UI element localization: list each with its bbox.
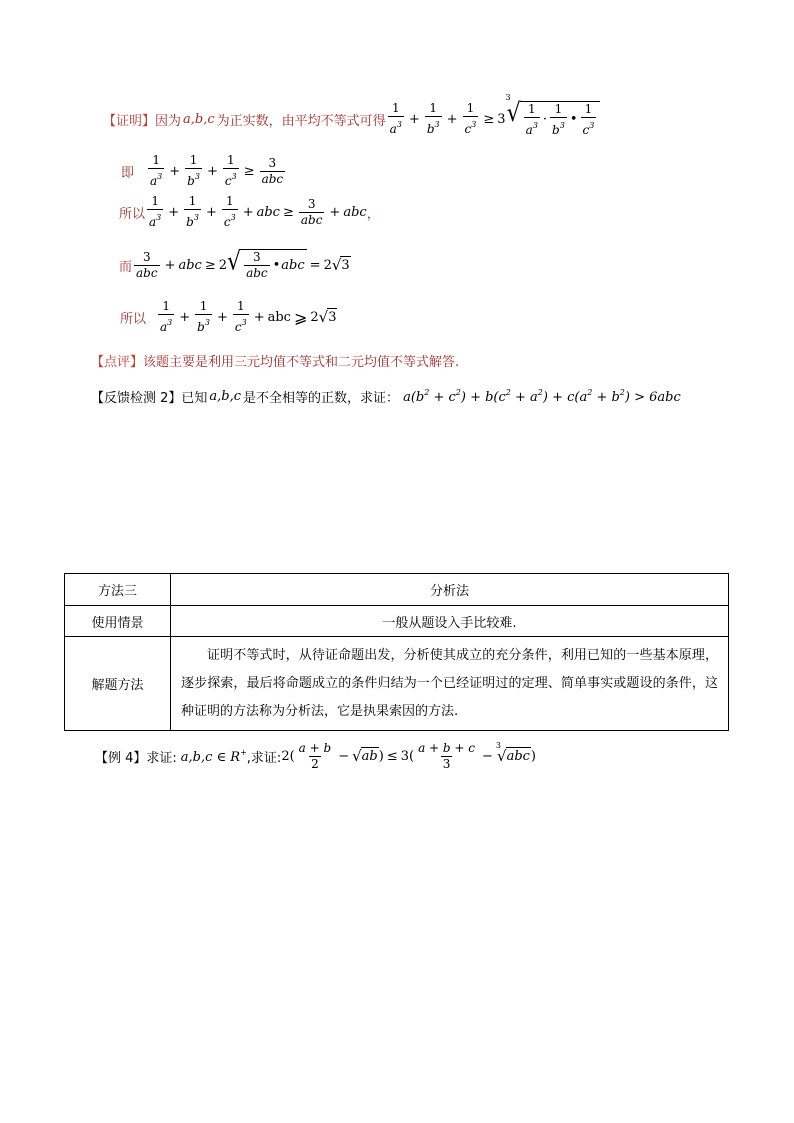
formula-frac: $\frac{1}{a^3}$: [389, 101, 402, 136]
feedback-line: [91, 386, 681, 406]
feedback-vars: a,b,c: [209, 388, 242, 404]
table-header-cell: 方法三: [65, 574, 171, 606]
comment-line: [91, 350, 459, 370]
table-content-cell: 一般从题设入手比较难.: [171, 606, 729, 637]
table-row: [65, 637, 729, 731]
example4-line: 【例 4】 求证: a,b,c ∈ R+ ,求证: 2( $\frac{a + b}{2}$ − √ ab ) ≤ 3( $\frac{a + b + c}{3}$ − 3 √ abc ): [95, 740, 536, 771]
proof-intro2: 为正实数，由平均不等式可得: [216, 113, 386, 129]
proof-line-3: 所以 $\frac{1}{a^3}$ + $\frac{1}{b^3}$ + $\frac{1}{c^3}$ + abc ≥ $\frac{3}{\text{abc}}$ + abc ，: [119, 194, 380, 229]
proof-line-2: 即 $\frac{1}{a^3}$ + $\frac{1}{b^3}$ + $\frac{1}{c^3}$ ≥ $\frac{3}{\text{abc}}$: [121, 153, 284, 188]
formula-frac: $\frac{1}{b^3}$: [426, 101, 440, 136]
proof-line-5: 所以 $\frac{1}{a^3}$ + $\frac{1}{b^3}$ + $\frac{1}{c^3}$ + abc ⩾ 2 √ 3: [120, 299, 337, 334]
proof-intro: 因为: [155, 113, 182, 129]
feedback-formula: $a(b^2 + c^2) + b(c^2 + a^2) + c(a^2 + b^2) > 6abc$: [403, 387, 681, 405]
proof-vars: a,b,c: [183, 111, 215, 127]
cube-root: 3 √ $\frac{1}{a^3}$ · $\frac{1}{b^3}$ • $\frac{1}{c^3}$: [506, 101, 601, 138]
feedback-text1: 已知: [181, 390, 208, 406]
square-root: √ $\frac{3}{\text{abc}}$ • abc: [227, 247, 305, 280]
table-header-cell: 解题方法: [65, 637, 171, 731]
example4-text: 求证:: [146, 750, 177, 766]
table-content-cell: 分析法: [171, 574, 729, 606]
step2-prefix: 所以: [119, 206, 146, 222]
step3-prefix: 而: [119, 259, 133, 275]
table-row: [65, 574, 729, 606]
feedback-text2: 是不全相等的正数，求证：: [243, 390, 400, 406]
step1-prefix: 即: [121, 165, 135, 181]
comment-label: 【点评】: [91, 354, 144, 370]
step4-prefix: 所以: [120, 311, 147, 327]
formula-frac: $\frac{1}{c^3}$: [464, 101, 477, 136]
example4-label: 【例 4】: [95, 750, 147, 766]
method-description: 证明不等式时，从待证命题出发，分析使其成立的充分条件，利用已知的一些基本原理，逐步探索，最后将命题成立的条件归结为一个已经证明过的定理、简单事实或题设的条件，这种证明的方法称为分析法，它是执果索因的方法.: [181, 647, 718, 719]
example4-text2: ,求证:: [246, 750, 282, 766]
proof-line-4: 而 $\frac{3}{\text{abc}}$ + abc ≥ 2 √ $\frac{3}{\text{abc}}$ • abc = 2 √ 3: [119, 247, 350, 280]
table-row: [65, 606, 729, 637]
method-table: [64, 573, 729, 731]
feedback-label: 【反馈检测 2】: [91, 390, 182, 406]
comment-text: 该题主要是利用三元均值不等式和二元均值不等式解答.: [143, 354, 460, 370]
table-content-cell: [171, 637, 729, 731]
proof-line-1: 【证明】 因为 a,b,c 为正实数，由平均不等式可得 $\frac{1}{a^3}$ + $\frac{1}{b^3}$ + $\frac{1}{c^3}$ ≥ 3 3 √ $\frac{1}{a^3}$ · $\frac{1}{b^3}$ • $\frac{1}{c^3}$: [103, 100, 600, 138]
example4-cond: a,b,c ∈ R+: [180, 747, 247, 765]
proof-label: 【证明】: [103, 113, 156, 129]
step2-suffix: ，: [366, 206, 380, 222]
table-header-cell: 使用情景: [65, 606, 171, 637]
